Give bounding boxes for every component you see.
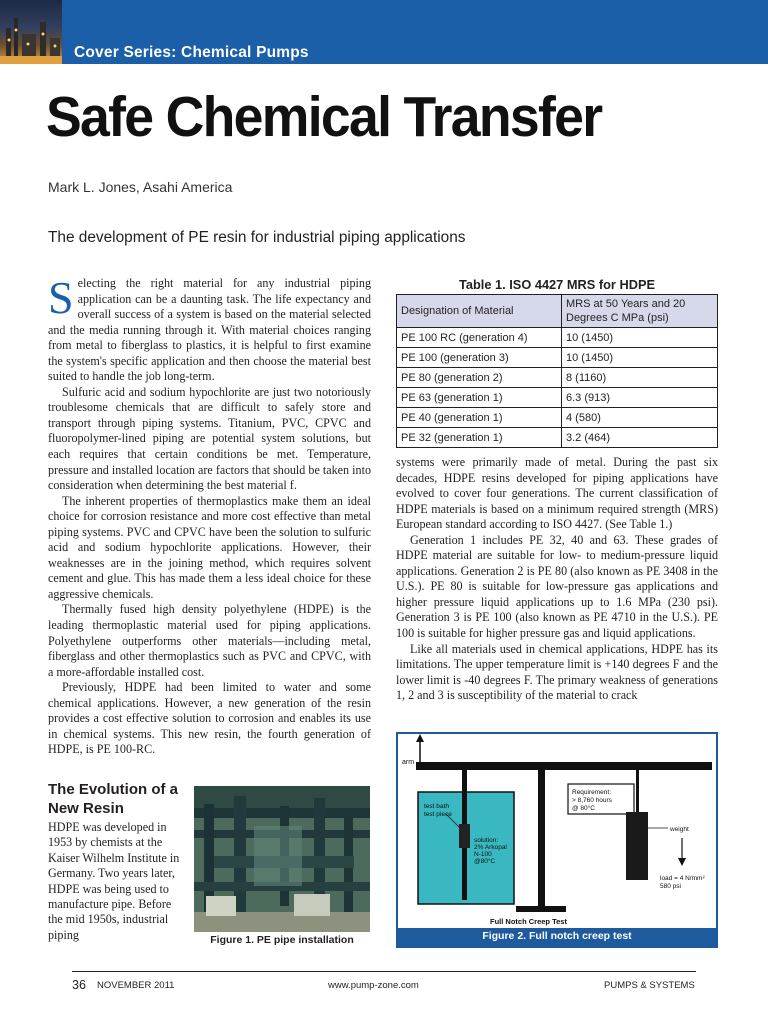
label-solution-2: 2% Arkopal (474, 844, 507, 851)
table-title: Table 1. ISO 4427 MRS for HDPE (458, 277, 656, 292)
table-cell: PE 100 (generation 3) (397, 348, 562, 368)
table-cell: 3.2 (464) (562, 428, 718, 448)
arrow-head-icon (416, 734, 424, 742)
paragraph: Generation 1 includes PE 32, 40 and 63. These grades of HDPE material are suitable for low- to medium-pressure liquid applications. Generation 2 is PE 80 (also known as PE 3408 in the U.S.). PE 80 is suitable for low-pressure gas applications and higher pressure liquid applications up to 1.6 MPa (230 psi). Generation 3 is PE 100 (also known as PE 4710 in the U.S.). PE 100 is suitable for higher pressure gas and liquid applications. (396, 532, 718, 641)
byline: Mark L. Jones, Asahi America (48, 179, 233, 195)
paragraph: systems were primarily made of metal. During the past six decades, HDPE resins developed for piping applications have evolved to cover four generations. The current classification of HDPE materials is based on a minimum required strength (MRS) European standard according to ISO 4427. (See Table 1.) (396, 455, 718, 532)
issue-date: NOVEMBER 2011 (97, 980, 175, 991)
drop-cap: S (48, 272, 74, 323)
label-bath: test bath (424, 803, 449, 810)
article-deck: The development of PE resin for industrial piping applications (48, 229, 466, 246)
footer-rule (72, 971, 696, 972)
table-cell: 10 (1450) (562, 348, 718, 368)
table-cell: 4 (580) (562, 408, 718, 428)
figure1-caption: Figure 1. PE pipe installation (210, 934, 354, 946)
label-requirement-2: > 8,760 hours (572, 797, 612, 804)
paragraph: The inherent properties of thermoplastics make them an ideal choice for corrosion resistance and more cost effective than metal piping systems. PVC and CPVC have been the solution to sulfuric acid and sodium hypochlorite applications. However, their weaknesses are in the joining method, which requires solvent cement and glue. This has made them a less ideal choice for these aggressive chemicals. (48, 493, 371, 601)
label-piece: test piece (424, 811, 452, 818)
paragraph: Thermally fused high density polyethylene (HDPE) is the leading thermoplastic material used for piping applications. Polyethylene outperforms other materials—including metal, fiberglass and other thermoplastics such as PVC and CPVC, with a more-affordable installed cost. (48, 602, 371, 679)
table-cell: PE 63 (generation 1) (397, 388, 562, 408)
pipe-installation-photo (194, 786, 370, 932)
table-cell: PE 32 (generation 1) (397, 428, 562, 448)
left-column (48, 272, 371, 758)
magazine-name: PUMPS & SYSTEMS (604, 980, 695, 991)
paragraph: Like all materials used in chemical applications, HDPE has its limitations. The upper temperature limit is +140 degrees F and the lower limit is -40 degrees F. The primary weakness of generations 1, 2 and 3 is susceptibility of the material to crack (396, 641, 718, 703)
diagram-title: Full Notch Creep Test (490, 917, 567, 926)
table-cell: PE 100 RC (generation 4) (397, 328, 562, 348)
weight-wire (636, 770, 639, 812)
table-row (397, 428, 718, 448)
section-heading: The Evolution of a New Resin (48, 781, 178, 817)
table-cell: 8 (1160) (562, 368, 718, 388)
label-weight: weight (670, 826, 689, 833)
weight-block (626, 812, 648, 880)
label-solution-3: N-100 (474, 851, 492, 858)
table-row (397, 348, 718, 368)
paragraph: Previously, HDPE had been limited to water and some chemical applications. However, a new generation of the resin provides a cost effective solution to corrosion and enables its use in chemical systems. This new resin, the fourth generation of HDPE, is PE 100-RC. (48, 680, 371, 757)
label-requirement-3: @ 80°C (572, 805, 595, 812)
label-requirement-1: Requirement: (572, 789, 612, 796)
stand-post (538, 770, 545, 908)
table-row (397, 388, 718, 408)
lever-arm (416, 762, 712, 770)
footer-url[interactable]: www.pump-zone.com (328, 980, 419, 991)
table-cell: 10 (1450) (562, 328, 718, 348)
right-column (396, 455, 718, 704)
mrs-table (396, 294, 718, 448)
table-row (397, 328, 718, 348)
label-arm: arm (402, 759, 415, 766)
test-piece (459, 824, 470, 848)
article-title: Safe Chemical Transfer (46, 85, 602, 149)
table-header-row (397, 295, 718, 328)
figure2-caption: Figure 2. Full notch creep test (482, 930, 632, 942)
label-solution-4: @80°C (474, 858, 496, 865)
table-row (397, 368, 718, 388)
paragraph: Sulfuric acid and sodium hypochlorite are just two notoriously troublesome chemicals that are difficult to safely store and transport through piping systems. Titanium, PVC, CPVC and fluoropolymer-lined piping are potential system solutions, but each requires that certain conditions be met. Temperature, pressure and installed location are factors that should be taken into consideration when determining the best material f. (48, 384, 371, 493)
header-thumbnail-image (0, 0, 62, 64)
table-row (397, 408, 718, 428)
table-header-cell: MRS at 50 Years and 20 Degrees C MPa (psi) (562, 295, 718, 328)
label-solution-1: solution: (474, 837, 499, 844)
page-number: 36 (72, 978, 86, 992)
paragraph (48, 272, 371, 385)
label-load-2: 580 psi (660, 883, 681, 890)
section-text: HDPE was developed in 1953 by chemists at the Kaiser Wilhelm Institute in Germany. Two years later, HDPE was being used to manufacture pipe. Before the mid 1950s, industrial piping (48, 820, 180, 942)
stand-base (516, 906, 566, 912)
table-header-cell: Designation of Material (397, 295, 562, 328)
paragraph-text: electing the right material for any industrial piping application can be a daunting task. The life expectancy and overall success of a system is based on the material selected and the media running through it. With material choices ranging from metal to fiberglass to plastics, it is helpful to first examine the system's specific application and then choose the material best suited to handle the job long-term. (48, 276, 371, 384)
label-load-1: load = 4 N/mm² (660, 875, 705, 882)
table-cell: 6.3 (913) (562, 388, 718, 408)
table-cell: PE 40 (generation 1) (397, 408, 562, 428)
table-cell: PE 80 (generation 2) (397, 368, 562, 388)
creep-test-diagram (398, 734, 716, 928)
arrow-down-icon (678, 858, 686, 866)
series-title: Cover Series: Chemical Pumps (74, 44, 309, 61)
